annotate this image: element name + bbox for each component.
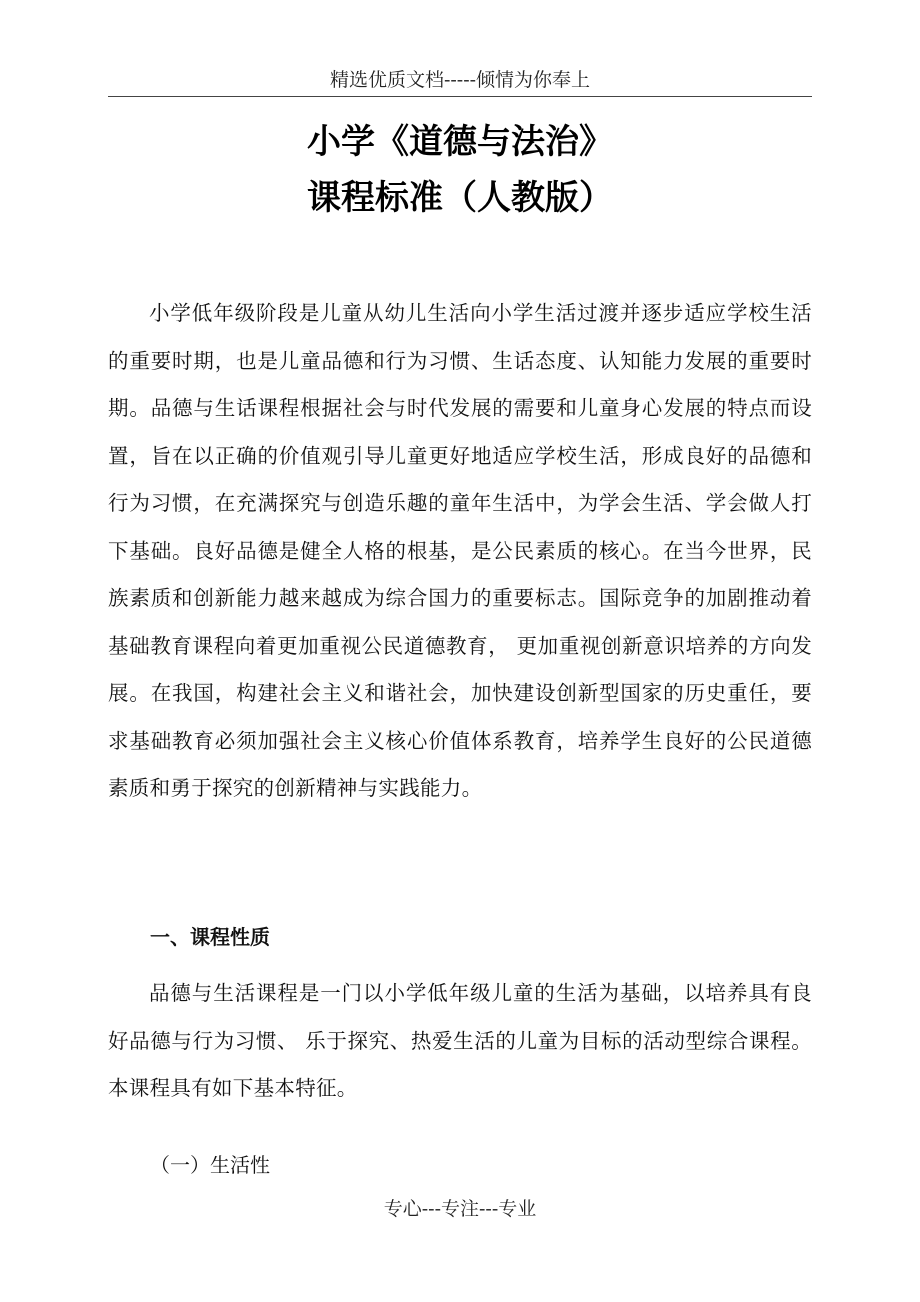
document-title-line-1: 小学《道德与法治》 — [307, 122, 613, 162]
section-heading-course-nature: 一、课程性质 — [150, 925, 270, 949]
intro-paragraph: 小学低年级阶段是儿童从幼儿生活向小学生活过渡并逐步适应学校生活的重要时期，也是儿童品德和行为习惯、生话态度、认知能力发展的重要时期。品德与生话课程根据社会与时代发展的需要和儿童身心发展的特点而设置，旨在以正确的价值观引导儿童更好地适应学校生活，形成良好的品德和行为习惯，在充满探究与创造乐趣的童年生活中，为学会生活、学会做人打下基础。良好品德是健全人格的根基，是公民素质的核心。在当今世界，民族素质和创新能力越来越成为综合国力的重要标志。国际竞争的加剧推动着基础教育课程向着更加重视公民道德教育， 更加重视创新意识培养的方向发展。在我国，构建社会主义和谐社会，加快建设创新型国家的历史重任，要求基础教育必须加强社会主义核心价值体系教育，培养学生良好的公民道德素质和勇于探究的创新精神与实践能力。 — [108, 301, 812, 800]
page-header: 精选优质文档-----倾情为你奉上 — [108, 64, 812, 97]
subsection-heading-life: （一）生活性 — [150, 1153, 270, 1177]
course-nature-paragraph: 品德与生活课程是一门以小学低年级儿童的生活为基础，以培养具有良好品德与行为习惯、 乐于探究、热爱生活的儿童为目标的活动型综合课程。本课程具有如下基本特征。 — [108, 981, 812, 1100]
page-footer: 专心---专注---专业 — [383, 1198, 537, 1220]
document-title-line-2: 课程标准（人教版） — [307, 178, 613, 218]
